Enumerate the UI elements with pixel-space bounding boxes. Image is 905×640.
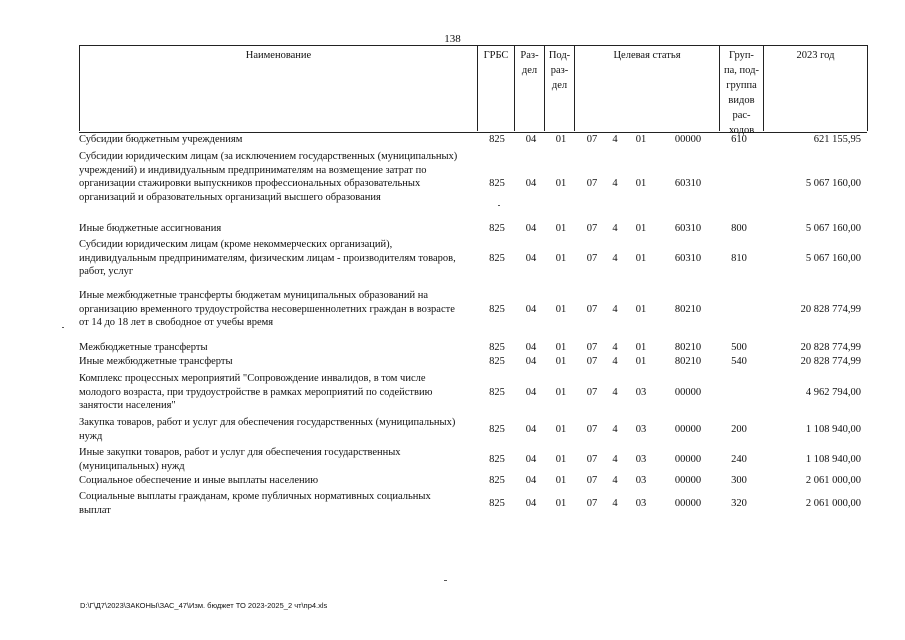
footer-path: D:\Г\Д7\2023\ЗАКОНЫ\ЗАС_47\Изм. бюджет ТО 2023-2025_2 чт\пр4.xls — [80, 601, 328, 610]
row-name: Закупка товаров, работ и услуг для обеспечения государственных (муниципальных) нужд — [79, 417, 456, 442]
cell-ts4: 00000 — [674, 498, 702, 509]
cell-ts4: 60310 — [674, 178, 702, 189]
table-row — [79, 416, 869, 444]
cell-ts2: 4 — [612, 498, 618, 509]
cell-vid: 300 — [731, 475, 747, 486]
cell-ts1: 07 — [586, 223, 598, 234]
cell-razdel: 04 — [525, 223, 537, 234]
cell-sum: 2 061 000,00 — [805, 498, 861, 509]
cell-ts4: 80210 — [674, 356, 702, 367]
cell-podrazdel: 01 — [555, 475, 567, 486]
cell-grbs: 825 — [489, 454, 505, 465]
cell-ts1: 07 — [586, 134, 598, 145]
cell-razdel: 04 — [525, 178, 537, 189]
cell-podrazdel: 01 — [555, 342, 567, 353]
cell-ts2: 4 — [612, 134, 618, 145]
cell-podrazdel: 01 — [555, 134, 567, 145]
cell-grbs: 825 — [489, 356, 505, 367]
cell-razdel: 04 — [525, 356, 537, 367]
cell-vid: 500 — [731, 342, 747, 353]
cell-ts3: 03 — [635, 424, 647, 435]
row-name: Субсидии юридическим лицам (за исключением государственных (муниципальных) учреждений) и индивидуальным предпринимателям на возмещение затрат по организации стажировки выпускников профессиональных образовательных организаций и образовательных организаций высшего образования — [79, 151, 458, 203]
cell-sum: 5 067 160,00 — [805, 178, 861, 189]
cell-ts3: 01 — [635, 134, 647, 145]
row-name: Субсидии юридическим лицам (кроме некоммерческих организаций), индивидуальным предпринимателям, физическим лицам - производителям товаров, работ, услуг — [79, 239, 456, 277]
table-row — [79, 133, 869, 147]
header-razdel: Раз- дел — [514, 45, 544, 131]
row-name: Иные закупки товаров, работ и услуг для обеспечения государственных (муниципальных) нужд — [79, 447, 401, 472]
cell-podrazdel: 01 — [555, 498, 567, 509]
cell-ts3: 01 — [635, 178, 647, 189]
cell-podrazdel: 01 — [555, 454, 567, 465]
row-name: Иные межбюджетные трансферты бюджетам муниципальных образований на организацию временного трудоустройства несовершеннолетних граждан в возрасте от 14 до 18 лет в свободное от учебы время — [79, 290, 455, 328]
cell-grbs: 825 — [489, 223, 505, 234]
header-year: 2023 год — [763, 45, 868, 131]
cell-grbs: 825 — [489, 498, 505, 509]
table-row — [79, 150, 869, 220]
cell-ts3: 03 — [635, 454, 647, 465]
cell-ts1: 07 — [586, 356, 598, 367]
cell-podrazdel: 01 — [555, 356, 567, 367]
cell-vid: 320 — [731, 498, 747, 509]
cell-ts1: 07 — [586, 424, 598, 435]
cell-ts1: 07 — [586, 475, 598, 486]
cell-podrazdel: 01 — [555, 178, 567, 189]
cell-ts4: 00000 — [674, 475, 702, 486]
cell-sum: 4 962 794,00 — [805, 386, 861, 398]
cell-ts3: 03 — [635, 475, 647, 486]
cell-ts4: 80210 — [674, 342, 702, 353]
cell-ts1: 07 — [586, 498, 598, 509]
cell-razdel: 04 — [525, 134, 537, 145]
cell-razdel: 04 — [525, 252, 537, 264]
table-row — [79, 341, 869, 355]
row-name: Социальные выплаты гражданам, кроме публичных нормативных социальных выплат — [79, 491, 431, 516]
cell-sum: 621 155,95 — [813, 134, 861, 145]
cell-ts1: 07 — [586, 303, 598, 315]
cell-ts2: 4 — [612, 475, 618, 486]
cell-vid: 810 — [731, 252, 747, 264]
table-row — [79, 222, 869, 236]
scan-speck — [498, 205, 500, 206]
cell-podrazdel: 01 — [555, 424, 567, 435]
cell-ts2: 4 — [612, 252, 618, 264]
cell-razdel: 04 — [525, 342, 537, 353]
cell-ts4: 00000 — [674, 134, 702, 145]
cell-ts4: 00000 — [674, 386, 702, 398]
cell-ts4: 00000 — [674, 424, 702, 435]
row-name: Социальное обеспечение и иные выплаты населению — [79, 475, 319, 486]
cell-ts3: 01 — [635, 342, 647, 353]
cell-ts4: 80210 — [674, 303, 702, 315]
cell-ts1: 07 — [586, 386, 598, 398]
cell-ts3: 01 — [635, 303, 647, 315]
cell-grbs: 825 — [489, 303, 505, 315]
header-tselevaya: Целевая статья — [574, 45, 719, 131]
table-row — [79, 490, 869, 518]
cell-ts1: 07 — [586, 252, 598, 264]
cell-razdel: 04 — [525, 454, 537, 465]
scan-speck — [62, 327, 64, 328]
cell-razdel: 04 — [525, 424, 537, 435]
table-row — [79, 446, 869, 474]
cell-ts2: 4 — [612, 424, 618, 435]
cell-sum: 20 828 774,99 — [800, 342, 861, 353]
table-row — [79, 372, 869, 414]
row-name: Иные бюджетные ассигнования — [79, 223, 222, 234]
page-number: 138 — [444, 33, 461, 45]
cell-ts1: 07 — [586, 454, 598, 465]
cell-ts2: 4 — [612, 342, 618, 353]
row-name: Субсидии бюджетным учреждениям — [79, 134, 243, 145]
cell-grbs: 825 — [489, 178, 505, 189]
cell-vid: 240 — [731, 454, 747, 465]
cell-sum: 20 828 774,99 — [800, 303, 861, 315]
cell-ts1: 07 — [586, 342, 598, 353]
scan-speck — [444, 580, 447, 581]
cell-sum: 5 067 160,00 — [805, 223, 861, 234]
cell-sum: 1 108 940,00 — [805, 454, 861, 465]
header-vid: Груп- па, под- группа видов рас- ходов — [719, 45, 763, 131]
table-row — [79, 355, 869, 369]
cell-podrazdel: 01 — [555, 252, 567, 264]
cell-grbs: 825 — [489, 475, 505, 486]
cell-vid: 540 — [731, 356, 747, 367]
cell-vid: 800 — [731, 223, 747, 234]
table-row — [79, 289, 869, 331]
cell-ts4: 00000 — [674, 454, 702, 465]
cell-razdel: 04 — [525, 475, 537, 486]
cell-grbs: 825 — [489, 386, 505, 398]
header-grbs: ГРБС — [477, 45, 514, 131]
table-row — [79, 238, 869, 280]
cell-ts4: 60310 — [674, 223, 702, 234]
cell-podrazdel: 01 — [555, 386, 567, 398]
row-name: Иные межбюджетные трансферты — [79, 356, 233, 367]
cell-razdel: 04 — [525, 303, 537, 315]
cell-ts4: 60310 — [674, 252, 702, 264]
header-podrazdel: Под- раз- дел — [544, 45, 574, 131]
cell-ts3: 03 — [635, 498, 647, 509]
cell-grbs: 825 — [489, 424, 505, 435]
cell-podrazdel: 01 — [555, 223, 567, 234]
cell-ts3: 01 — [635, 223, 647, 234]
cell-ts3: 01 — [635, 356, 647, 367]
cell-grbs: 825 — [489, 342, 505, 353]
cell-ts3: 01 — [635, 252, 647, 264]
cell-ts2: 4 — [612, 454, 618, 465]
cell-grbs: 825 — [489, 252, 505, 264]
cell-sum: 2 061 000,00 — [805, 475, 861, 486]
cell-razdel: 04 — [525, 498, 537, 509]
cell-sum: 5 067 160,00 — [805, 252, 861, 264]
cell-vid: 200 — [731, 424, 747, 435]
cell-ts3: 03 — [635, 386, 647, 398]
table-row — [79, 474, 869, 488]
cell-ts1: 07 — [586, 178, 598, 189]
cell-sum: 1 108 940,00 — [805, 424, 861, 435]
cell-ts2: 4 — [612, 356, 618, 367]
cell-razdel: 04 — [525, 386, 537, 398]
row-name: Комплекс процессных мероприятий "Сопровождение инвалидов, в том числе молодого возраста, при трудоустройстве в рамках мероприятий по содействию занятости населения" — [79, 373, 433, 411]
cell-sum: 20 828 774,99 — [800, 356, 861, 367]
cell-podrazdel: 01 — [555, 303, 567, 315]
cell-ts2: 4 — [612, 303, 618, 315]
header-name: Наименование — [79, 45, 477, 131]
cell-vid: 610 — [731, 134, 747, 145]
cell-ts2: 4 — [612, 178, 618, 189]
row-name: Межбюджетные трансферты — [79, 342, 208, 353]
cell-grbs: 825 — [489, 134, 505, 145]
cell-ts2: 4 — [612, 386, 618, 398]
cell-ts2: 4 — [612, 223, 618, 234]
